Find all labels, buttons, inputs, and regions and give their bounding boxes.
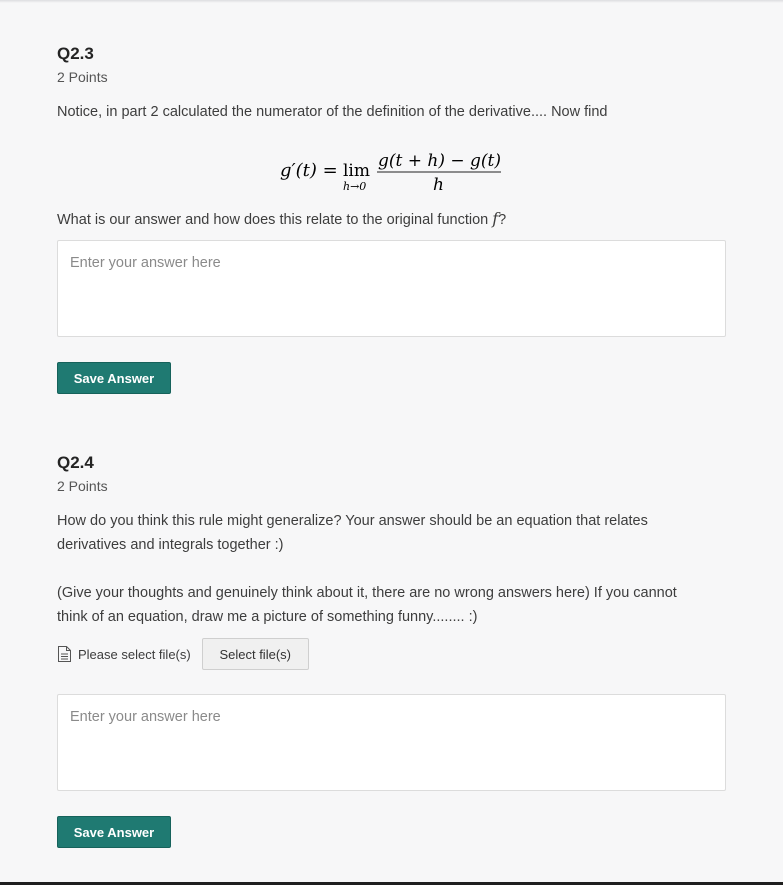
question-points: 2 Points bbox=[57, 478, 108, 494]
question-prompt-suffix: ? bbox=[498, 212, 507, 228]
question-prompt-text: What is our answer and how does this relate to the original function bbox=[57, 212, 493, 228]
save-answer-button-q2-4[interactable]: Save Answer bbox=[57, 816, 171, 848]
formula-lhs: g′(t) = bbox=[280, 160, 338, 181]
formula-lim-sub: h→0 bbox=[343, 180, 367, 193]
derivative-formula bbox=[280, 145, 510, 195]
function-var: f bbox=[492, 209, 499, 228]
file-icon bbox=[57, 646, 72, 662]
question-title: Q2.4 bbox=[57, 453, 94, 472]
question-q2-3-header bbox=[57, 44, 727, 85]
answer-input-q2-4[interactable] bbox=[57, 694, 726, 791]
select-files-button[interactable]: Select file(s) bbox=[202, 638, 309, 670]
save-answer-button-q2-3[interactable]: Save Answer bbox=[57, 362, 171, 394]
question-points: 2 Points bbox=[57, 69, 108, 85]
top-shadow bbox=[0, 0, 783, 3]
question-text-2: (Give your thoughts and genuinely think about it, there are no wrong answers here) If you cannot think of an equation, draw me a picture of something funny........ :) bbox=[57, 585, 677, 625]
file-select-label: Please select file(s) bbox=[78, 646, 191, 662]
question-prompt bbox=[57, 207, 727, 232]
question-text: Notice, in part 2 calculated the numerator of the definition of the derivative.... Now find bbox=[57, 104, 608, 120]
file-upload-row bbox=[57, 638, 309, 670]
question-title: Q2.3 bbox=[57, 44, 94, 63]
formula-denominator: h bbox=[433, 175, 444, 195]
formula-numerator: g(t + h) − g(t) bbox=[378, 151, 502, 171]
answer-input-q2-3[interactable] bbox=[57, 240, 726, 337]
question-text: How do you think this rule might generalize? Your answer should be an equation that relates derivatives and integrals together :) bbox=[57, 513, 648, 553]
formula-lim: lim bbox=[343, 161, 370, 181]
question-q2-4-header bbox=[57, 453, 727, 494]
